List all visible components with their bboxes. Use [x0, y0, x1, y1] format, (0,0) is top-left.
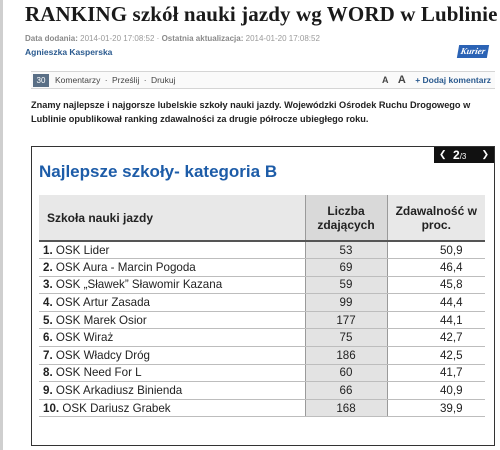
article-headline: RANKING szkół nauki jazdy wg WORD w Lublinie	[25, 2, 498, 26]
table-row	[39, 311, 485, 329]
date-updated-label: Ostatnia aktualizacja:	[161, 34, 244, 43]
table-row	[39, 329, 485, 347]
article-meta	[25, 34, 320, 43]
table-row	[39, 347, 485, 365]
rate-cell: 42,7	[387, 329, 485, 347]
rank-number: 1.	[43, 243, 53, 257]
school-name-cell	[39, 347, 305, 365]
table-row	[39, 294, 485, 312]
table-row	[39, 382, 485, 400]
rate-cell: 40,9	[387, 382, 485, 400]
school-name-cell	[39, 382, 305, 400]
pager-total: /3	[459, 152, 467, 161]
count-cell: 69	[305, 259, 387, 277]
school-name-cell	[39, 241, 305, 259]
school-name: OSK Aura - Marcin Pogoda	[55, 260, 196, 274]
rank-number: 10.	[43, 401, 60, 415]
count-cell: 186	[305, 347, 387, 365]
school-name-cell	[39, 329, 305, 347]
rank-number: 5.	[43, 313, 53, 327]
rank-number: 8.	[43, 366, 53, 380]
table-row	[39, 364, 485, 382]
header-school: Szkoła nauki jazdy	[39, 195, 305, 241]
font-decrease-button[interactable]: A	[381, 75, 389, 85]
rate-cell: 41,7	[387, 364, 485, 382]
rank-number: 6.	[43, 331, 53, 345]
count-cell: 59	[305, 276, 387, 294]
school-name-cell	[39, 364, 305, 382]
school-name-cell	[39, 294, 305, 312]
print-link[interactable]: Drukuj	[150, 75, 176, 85]
school-name-cell	[39, 311, 305, 329]
rate-cell: 39,9	[387, 399, 485, 417]
table-header-row	[39, 195, 485, 241]
font-increase-button[interactable]: A	[397, 74, 406, 86]
rate-cell: 44,1	[387, 311, 485, 329]
school-name-cell	[39, 399, 305, 417]
ranking-table	[39, 195, 485, 417]
school-name: OSK Marek Osior	[55, 313, 147, 327]
school-name: OSK Need For L	[55, 366, 142, 380]
gallery-pager	[434, 147, 494, 163]
rate-cell: 46,4	[387, 259, 485, 277]
rate-cell: 45,8	[387, 276, 485, 294]
count-cell: 168	[305, 399, 387, 417]
rank-number: 9.	[43, 384, 53, 398]
meta-separator: ·	[156, 34, 160, 43]
article-toolbar	[31, 71, 495, 89]
share-link[interactable]: Prześlij	[111, 75, 140, 85]
rank-number: 7.	[43, 348, 53, 362]
table-row	[39, 259, 485, 277]
pager-position	[453, 148, 466, 162]
toolbar-actions	[382, 74, 491, 86]
ranking-table-body	[39, 241, 485, 417]
pager-current: 2	[453, 148, 460, 162]
next-arrow-icon[interactable]: ❯	[481, 149, 489, 159]
toolbar-separator: ·	[143, 75, 147, 85]
table-row	[39, 399, 485, 417]
school-name: OSK Władcy Dróg	[55, 348, 150, 362]
prev-arrow-icon[interactable]: ❮	[439, 149, 447, 159]
date-added-value: 2014-01-20 17:08:52	[80, 34, 155, 43]
count-cell: 177	[305, 311, 387, 329]
school-name: OSK Wiraż	[55, 331, 114, 345]
comment-count-badge[interactable]: 30	[33, 74, 49, 87]
count-cell: 66	[305, 382, 387, 400]
count-cell: 75	[305, 329, 387, 347]
school-name: OSK Arkadiusz Binienda	[55, 384, 183, 398]
school-name-cell	[39, 276, 305, 294]
rank-number: 4.	[43, 296, 53, 310]
school-name: OSK Lider	[55, 243, 110, 257]
count-cell: 53	[305, 241, 387, 259]
toolbar-separator: ·	[104, 75, 108, 85]
ranking-infographic	[31, 146, 495, 446]
header-count: Liczba zdających	[305, 195, 387, 241]
rate-cell: 50,9	[387, 241, 485, 259]
author-link[interactable]: Agnieszka Kasperska	[25, 47, 113, 57]
school-name: OSK Dariusz Grabek	[62, 401, 171, 415]
count-cell: 60	[305, 364, 387, 382]
date-added-label: Data dodania:	[25, 34, 78, 43]
rate-cell: 44,4	[387, 294, 485, 312]
table-row	[39, 241, 485, 259]
count-cell: 99	[305, 294, 387, 312]
toolbar-links	[55, 75, 178, 85]
article-lead: Znamy najlepsze i najgorsze lubelskie szkoły nauki jazdy. Wojewódzki Ośrodek Ruchu Drogowego w Lublinie opublikował ranking zdawalności za drugie półrocze ubiegłego roku.	[31, 100, 471, 124]
comments-link[interactable]: Komentarzy	[55, 75, 101, 85]
infographic-title: Najlepsze szkoły- kategoria B	[39, 162, 278, 181]
date-updated-value: 2014-01-20 17:08:52	[245, 34, 320, 43]
table-row	[39, 276, 485, 294]
school-name: OSK Artur Zasada	[55, 296, 150, 310]
rank-number: 3.	[43, 278, 53, 292]
add-comment-link[interactable]: + Dodaj komentarz	[415, 75, 491, 85]
header-rate: Zdawalność w proc.	[387, 195, 485, 241]
rate-cell: 42,5	[387, 347, 485, 365]
rank-number: 2.	[43, 260, 53, 274]
kurier-logo: Kurier	[457, 45, 489, 58]
school-name: OSK „Sławek” Sławomir Kazana	[55, 278, 223, 292]
school-name-cell	[39, 259, 305, 277]
